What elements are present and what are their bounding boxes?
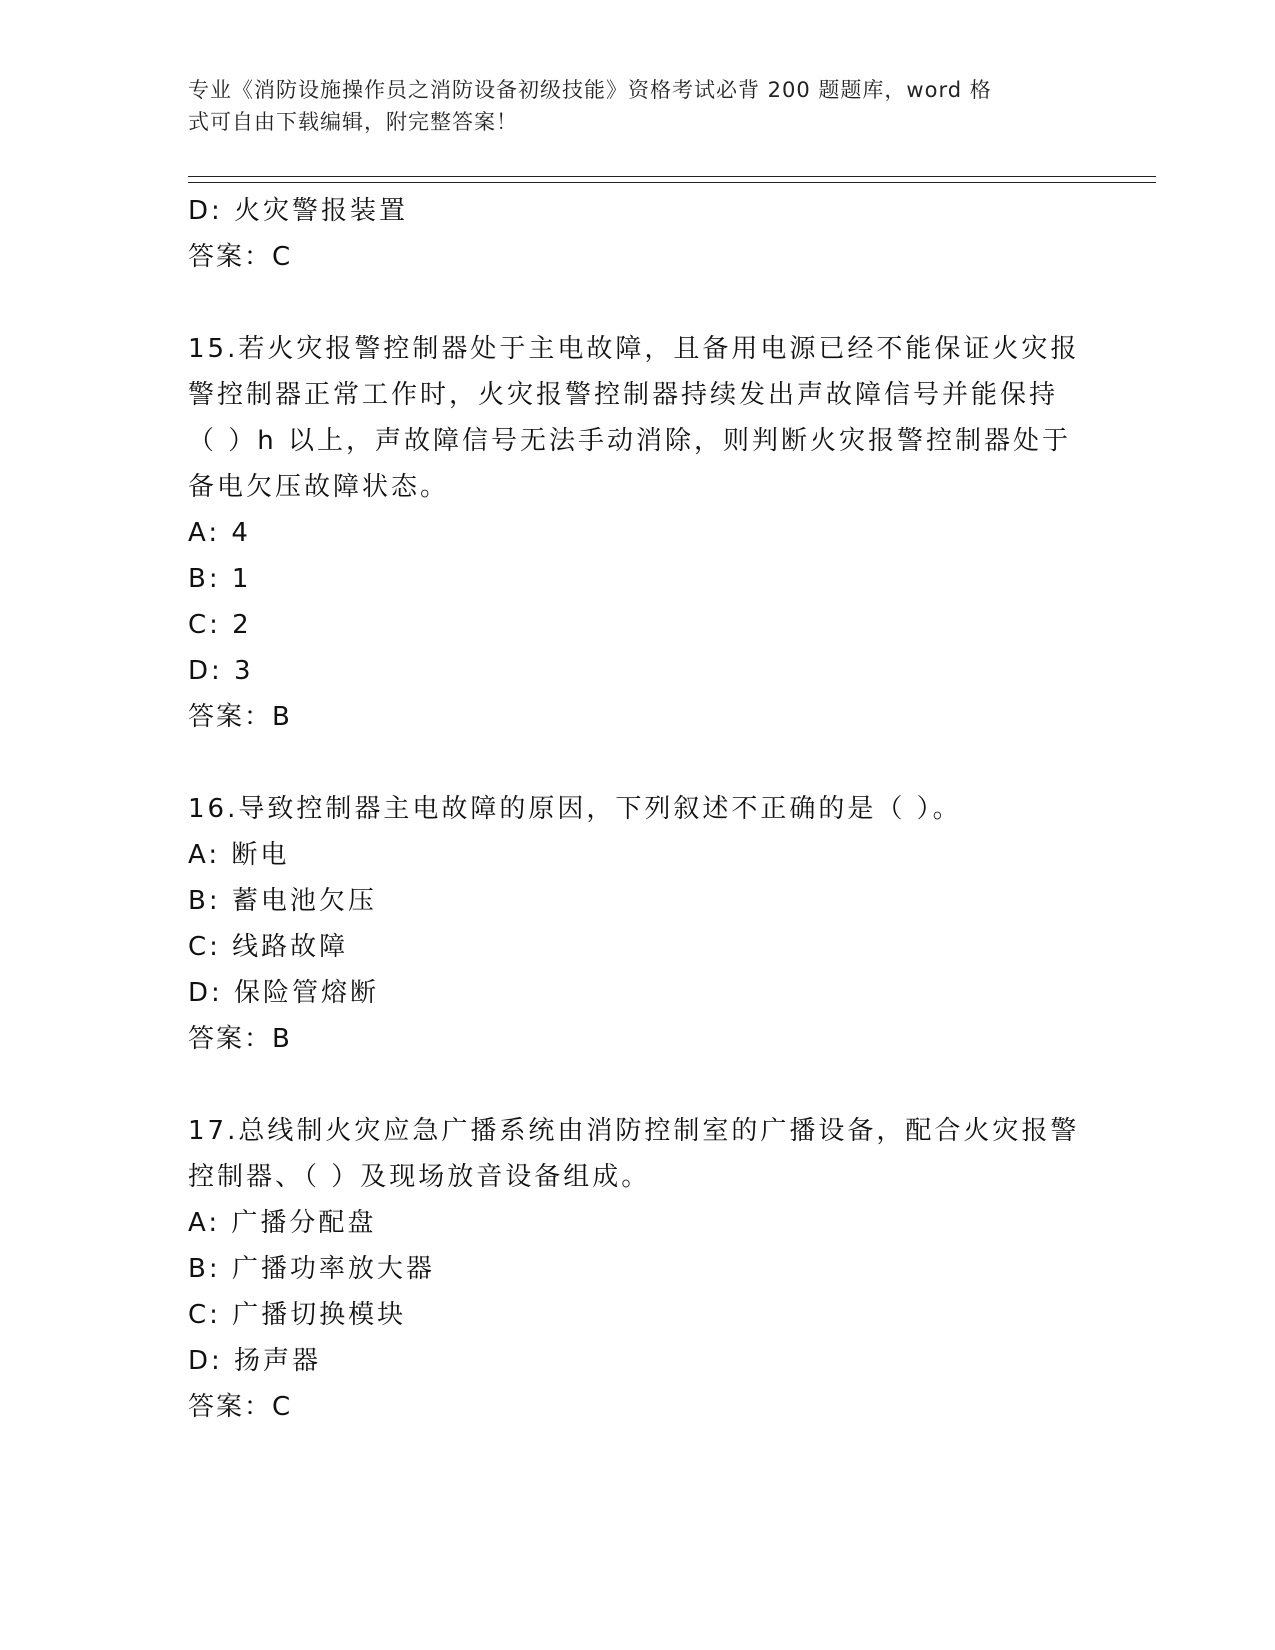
option-d: D: 保险管熔断 xyxy=(188,978,380,1008)
option-d: D: 扬声器 xyxy=(188,1346,322,1376)
option-c: C: 2 xyxy=(188,610,252,640)
answer: 答案：B xyxy=(188,1024,292,1054)
question-text-line: 控制器、（ ）及现场放音设备组成。 xyxy=(188,1162,651,1192)
header-line-2: 式可自由下载编辑，附完整答案！ xyxy=(188,110,518,134)
document-header xyxy=(188,74,1068,138)
option-a: A: 断电 xyxy=(188,840,290,870)
header-divider-top xyxy=(188,176,1156,177)
question-text-line: （ ）h 以上，声故障信号无法手动消除，则判断火灾报警控制器处于 xyxy=(188,426,1072,456)
option-c: C: 广播切换模块 xyxy=(188,1300,407,1330)
question-text-line: 17.总线制火灾应急广播系统由消防控制室的广播设备，配合火灾报警 xyxy=(188,1116,1080,1146)
answer: 答案：B xyxy=(188,702,292,732)
option-b: B: 广播功率放大器 xyxy=(188,1254,435,1284)
header-line-1: 专业《消防设施操作员之消防设备初级技能》资格考试必背 200 题题库，word 格 xyxy=(188,78,992,102)
question-16 xyxy=(188,786,1088,832)
option-b: B: 1 xyxy=(188,564,252,594)
header-divider-bottom xyxy=(188,182,1156,183)
question-15 xyxy=(188,326,1088,510)
option-c: C: 线路故障 xyxy=(188,932,349,962)
question-text-line: 15.若火灾报警控制器处于主电故障，且备用电源已经不能保证火灾报 xyxy=(188,334,1080,364)
answer-previous: 答案：C xyxy=(188,242,293,272)
question-content xyxy=(188,188,1088,1430)
option-d: D: 3 xyxy=(188,656,254,686)
question-text-line: 16.导致控制器主电故障的原因，下列叙述不正确的是（ ）。 xyxy=(188,794,962,824)
question-text-line: 备电欠压故障状态。 xyxy=(188,472,450,502)
answer: 答案：C xyxy=(188,1392,293,1422)
option-a: A: 4 xyxy=(188,518,251,548)
option-a: A: 广播分配盘 xyxy=(188,1208,377,1238)
question-text-line: 警控制器正常工作时，火灾报警控制器持续发出声故障信号并能保持 xyxy=(188,380,1059,410)
option-b: B: 蓄电池欠压 xyxy=(188,886,377,916)
option-d-previous: D: 火灾警报装置 xyxy=(188,196,409,226)
question-17 xyxy=(188,1108,1088,1200)
